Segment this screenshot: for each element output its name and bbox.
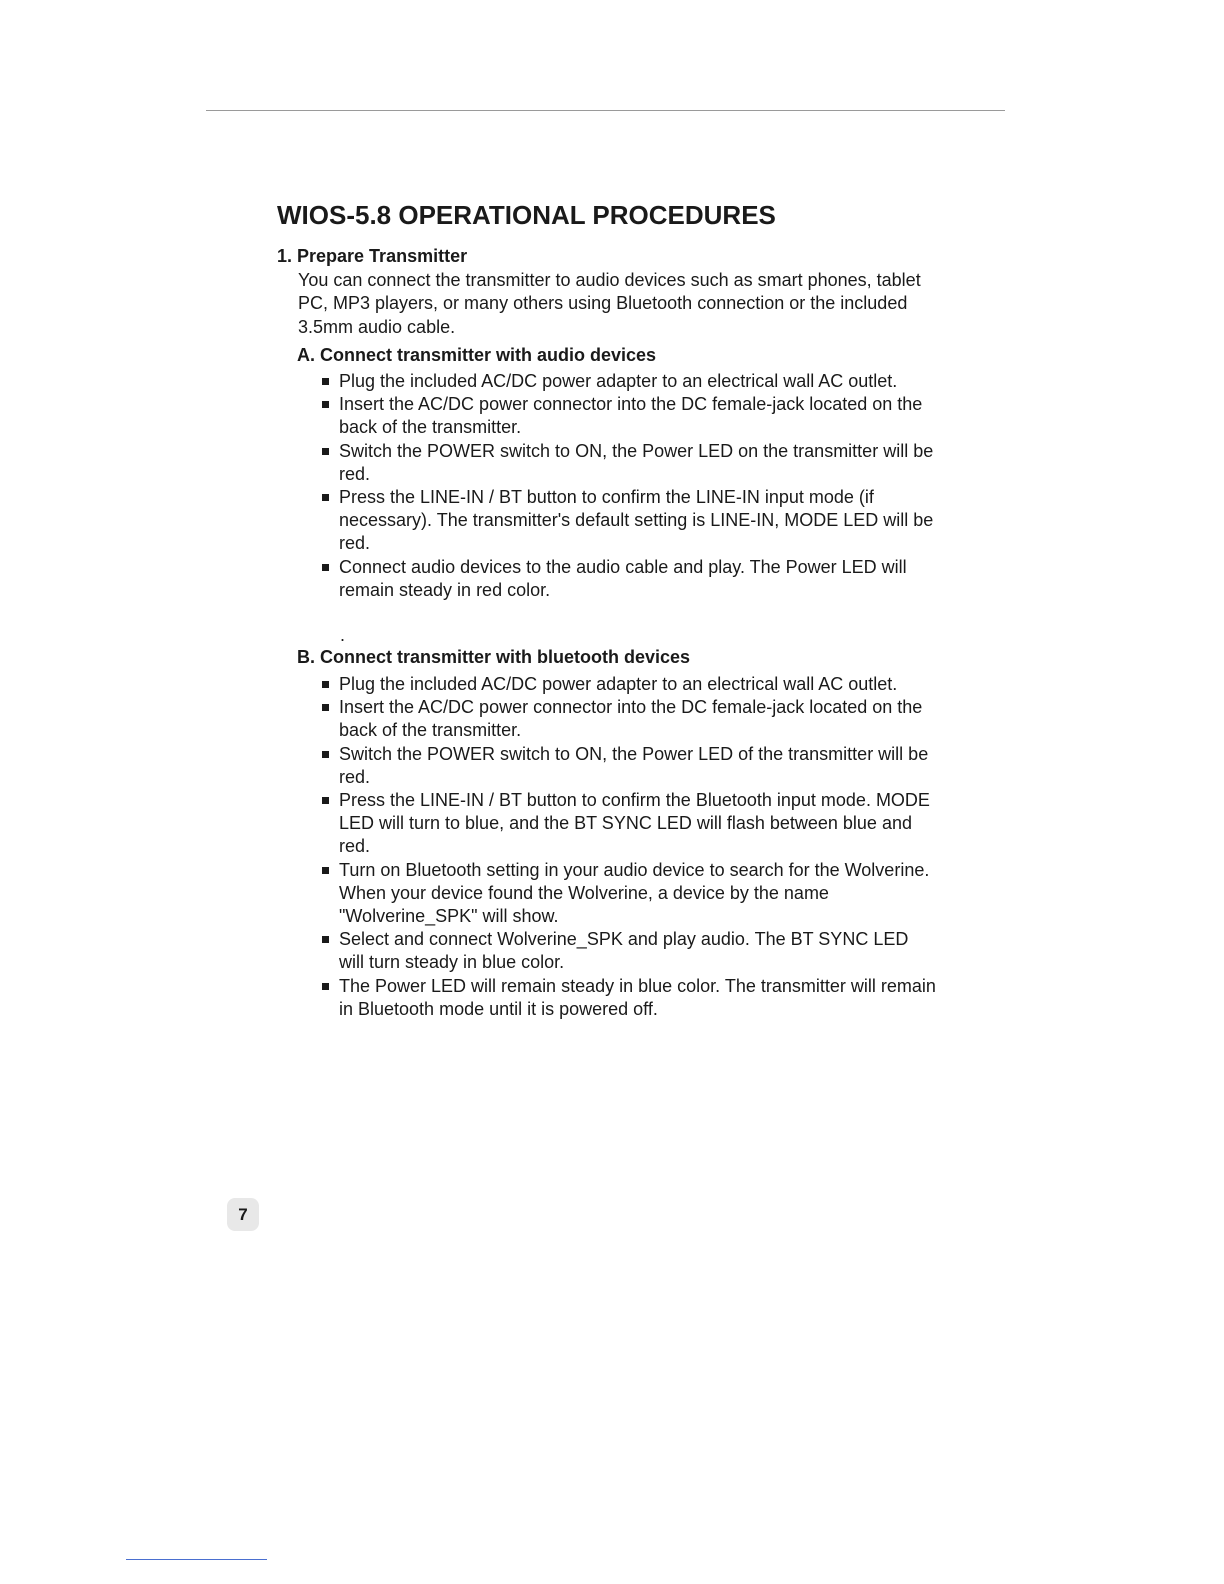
square-bullet-icon	[322, 401, 329, 408]
square-bullet-icon	[322, 751, 329, 758]
footer-link-underline	[126, 1559, 267, 1560]
square-bullet-icon	[322, 494, 329, 501]
part-a-heading: A. Connect transmitter with audio devices	[297, 345, 657, 365]
trailing-dot: .	[340, 625, 346, 645]
square-bullet-icon	[322, 867, 329, 874]
square-bullet-icon	[322, 983, 329, 990]
page-title: WIOS-5.8 OPERATIONAL PROCEDURES	[277, 200, 776, 230]
list-item: The Power LED will remain steady in blue color. The transmitter will remain in Bluetooth mode until it is powered off.	[322, 975, 938, 1021]
list-item: Plug the included AC/DC power adapter to an electrical wall AC outlet.	[322, 370, 936, 393]
section-heading: 1. Prepare Transmitter	[277, 246, 468, 266]
part-a-list	[322, 370, 936, 602]
page-number-badge: 7	[227, 1198, 259, 1231]
list-item: Switch the POWER switch to ON, the Power LED on the transmitter will be red.	[322, 440, 936, 486]
section-intro: You can connect the transmitter to audio devices such as smart phones, tablet PC, MP3 players, or many others using Bluetooth connection or the included 3.5mm audio cable.	[298, 270, 921, 337]
list-item: Press the LINE-IN / BT button to confirm the Bluetooth input mode. MODE LED will turn to blue, and the BT SYNC LED will flash between blue and red.	[322, 789, 938, 859]
square-bullet-icon	[322, 681, 329, 688]
square-bullet-icon	[322, 936, 329, 943]
square-bullet-icon	[322, 564, 329, 571]
square-bullet-icon	[322, 797, 329, 804]
square-bullet-icon	[322, 704, 329, 711]
square-bullet-icon	[322, 378, 329, 385]
header-divider	[206, 110, 1005, 111]
list-item: Insert the AC/DC power connector into the DC female-jack located on the back of the transmitter.	[322, 393, 936, 439]
list-item: Connect audio devices to the audio cable and play. The Power LED will remain steady in red color.	[322, 556, 936, 602]
list-item: Select and connect Wolverine_SPK and play audio. The BT SYNC LED will turn steady in blue color.	[322, 928, 938, 974]
list-item: Plug the included AC/DC power adapter to an electrical wall AC outlet.	[322, 673, 938, 696]
list-item: Press the LINE-IN / BT button to confirm the LINE-IN input mode (if necessary). The transmitter's default setting is LINE-IN, MODE LED will be red.	[322, 486, 936, 556]
list-item: Turn on Bluetooth setting in your audio device to search for the Wolverine. When your device found the Wolverine, a device by the name "Wolverine_SPK" will show.	[322, 859, 938, 929]
square-bullet-icon	[322, 448, 329, 455]
part-b-heading: B. Connect transmitter with bluetooth devices	[297, 647, 691, 667]
list-item: Switch the POWER switch to ON, the Power LED of the transmitter will be red.	[322, 743, 938, 789]
list-item: Insert the AC/DC power connector into the DC female-jack located on the back of the transmitter.	[322, 696, 938, 742]
part-b-list	[322, 673, 938, 1021]
